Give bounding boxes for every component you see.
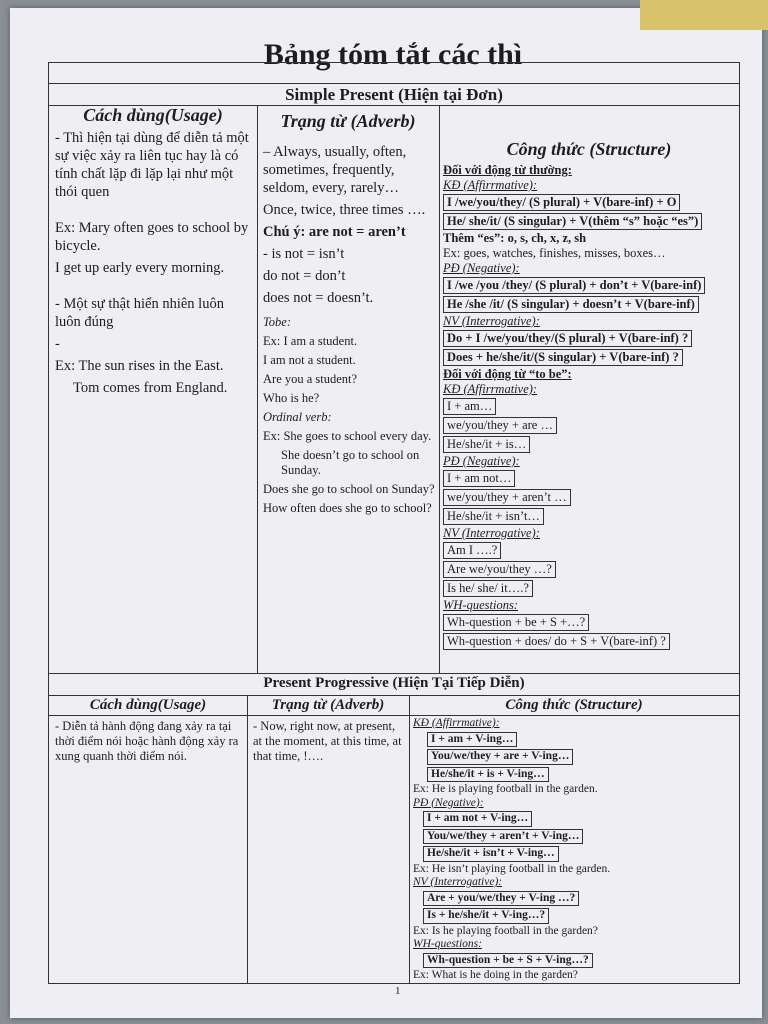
wh-questions-label: WH-questions: [413, 938, 482, 950]
column-divider [439, 105, 440, 673]
column-header-structure: Công thức (Structure) [506, 139, 672, 159]
example: She doesn’t go to school on Sunday. [281, 448, 420, 477]
formula-box: He/she/it + isn’t + V-ing… [423, 846, 559, 862]
usage-cell [55, 129, 253, 401]
wh-questions-label: WH-questions: [443, 598, 518, 612]
adverb-cell: - Now, right now, at present, at the moment, at this time, at that time, !…. [253, 719, 402, 763]
formula-box: He/ she/it/ (S singular) + V(thêm “s” hoặc “es”) [443, 213, 702, 230]
column-header-usage: Cách dùng(Usage) [83, 105, 223, 125]
example: Who is he? [263, 391, 320, 405]
adverb-text: – Always, usually, often, sometimes, frequently, seldom, every, rarely… [263, 144, 407, 196]
formula-box: He/she/it + is… [443, 436, 530, 453]
formula-box: Wh-question + does/ do + S + V(bare-inf) ? [443, 633, 670, 650]
ordinal-verb-label: Ordinal verb: [263, 410, 332, 424]
formula-box: we/you/they + are … [443, 417, 557, 434]
usage-text: - [55, 336, 60, 352]
tobe-label: Tobe: [263, 315, 292, 329]
interrogative-label: NV (Interrogative): [413, 876, 503, 888]
page-number: 1 [395, 985, 401, 997]
section-title-present-progressive: Present Progressive (Hiện Tại Tiếp Diễn) [263, 675, 525, 691]
adverb-note: does not = doesn’t. [263, 290, 374, 306]
adverb-note: do not = don’t [263, 268, 346, 284]
interrogative-label: NV (Interrogative): [443, 526, 540, 540]
affirmative-label: KĐ (Affirrmative): [443, 382, 538, 396]
structure-cell [443, 163, 737, 651]
example: Ex: He isn’t playing football in the garden. [413, 862, 611, 875]
adverb-cell [263, 143, 435, 520]
divider [49, 83, 739, 84]
formula-box: I /we /you /they/ (S plural) + don’t + V(bare-inf) [443, 277, 705, 294]
example: Ex: He is playing football in the garden. [413, 783, 598, 795]
formula-box: I /we/you/they/ (S plural) + V(bare-inf) + O [443, 194, 680, 211]
formula-box: I + am not… [443, 470, 515, 487]
example: Ex: What is he doing in the garden? [413, 969, 578, 981]
divider [49, 695, 739, 696]
interrogative-label: NV (Interrogative): [443, 314, 540, 328]
usage-text: - Một sự thật hiển nhiên luôn luôn đúng [55, 296, 224, 330]
column-header-structure: Công thức (Structure) [505, 697, 643, 713]
adverb-text: Once, twice, three times …. [263, 202, 426, 218]
section-title-simple-present: Simple Present (Hiện tại Đơn) [285, 85, 503, 104]
example: Ex: Is he playing football in the garden? [413, 924, 598, 937]
formula-box: Am I ….? [443, 542, 501, 559]
formula-box: I + am… [443, 398, 496, 415]
formula-box: I + am + V-ing… [427, 732, 517, 748]
formula-box: You/we/they + are + V-ing… [427, 749, 573, 765]
formula-box: He/she/it + is + V-ing… [427, 767, 549, 783]
affirmative-label: KĐ (Affirrmative): [413, 717, 500, 729]
formula-box: Is he/ she/ it….? [443, 580, 533, 597]
formula-box: Is + he/she/it + V-ing…? [423, 908, 549, 924]
ordinary-verb-heading: Đối với động từ thường: [443, 163, 572, 177]
divider [49, 673, 739, 674]
usage-example: Tom comes from England. [73, 380, 228, 396]
tobe-heading: Đối với động từ “to be”: [443, 367, 572, 381]
example: How often does she go to school? [263, 501, 432, 515]
usage-cell: - Diễn tả hành động đang xảy ra tại thời điểm nói hoặc hành động xảy ra xung quanh thời điểm nói. [55, 719, 239, 763]
es-rule: Thêm “es”: o, s, ch, x, z, sh [443, 231, 587, 245]
usage-example: Ex: The sun rises in the East. [55, 358, 224, 374]
formula-box: Are + you/we/they + V-ing …? [423, 891, 579, 907]
formula-box: Does + he/she/it/(S singular) + V(bare-inf) ? [443, 349, 683, 366]
example: Ex: She goes to school every day. [263, 429, 432, 443]
formula-box: He /she /it/ (S singular) + doesn’t + V(bare-inf) [443, 296, 699, 313]
formula-box: we/you/they + aren’t … [443, 489, 571, 506]
formula-box: Wh-question + be + S + V-ing…? [423, 953, 593, 969]
usage-text: - Thì hiện tại dùng để diễn tả một sự việc xảy ra liên tục hay là có tính chất lặp đi lặp lại như một thói quen [55, 130, 249, 200]
usage-example: I get up early every morning. [55, 260, 225, 276]
formula-box: I + am not + V-ing… [423, 811, 532, 827]
example: Are you a student? [263, 372, 358, 386]
example: Ex: I am a student. [263, 334, 358, 348]
formula-box: He/she/it + isn’t… [443, 508, 544, 525]
background-edge [640, 0, 768, 30]
column-header-usage: Cách dùng(Usage) [89, 697, 207, 713]
column-divider [247, 695, 248, 983]
adverb-note: - is not = isn’t [263, 246, 345, 262]
example: Does she go to school on Sunday? [263, 482, 435, 496]
negative-label: PĐ (Negative): [443, 454, 520, 468]
adverb-note: Chú ý: are not = aren’t [263, 224, 406, 240]
formula-box: Wh-question + be + S +…? [443, 614, 589, 631]
page-title: Bảng tóm tắt các thì [263, 38, 523, 71]
divider [49, 715, 739, 716]
formula-box: You/we/they + aren’t + V-ing… [423, 829, 583, 845]
tense-table [48, 62, 740, 984]
negative-label: PĐ (Negative): [443, 261, 520, 275]
column-divider [257, 105, 258, 673]
formula-box: Are we/you/they …? [443, 561, 556, 578]
column-header-adverb: Trạng từ (Adverb) [280, 111, 416, 131]
example: I am not a student. [263, 353, 356, 367]
structure-cell [413, 717, 735, 983]
es-example: Ex: goes, watches, finishes, misses, boxes… [443, 246, 666, 260]
formula-box: Do + I /we/you/they/(S plural) + V(bare-inf) ? [443, 330, 692, 347]
column-header-adverb: Trạng từ (Adverb) [271, 697, 385, 713]
column-divider [409, 695, 410, 983]
usage-example: Ex: Mary often goes to school by bicycle. [55, 220, 249, 254]
negative-label: PĐ (Negative): [413, 796, 484, 809]
affirmative-label: KĐ (Affirrmative): [443, 178, 538, 192]
